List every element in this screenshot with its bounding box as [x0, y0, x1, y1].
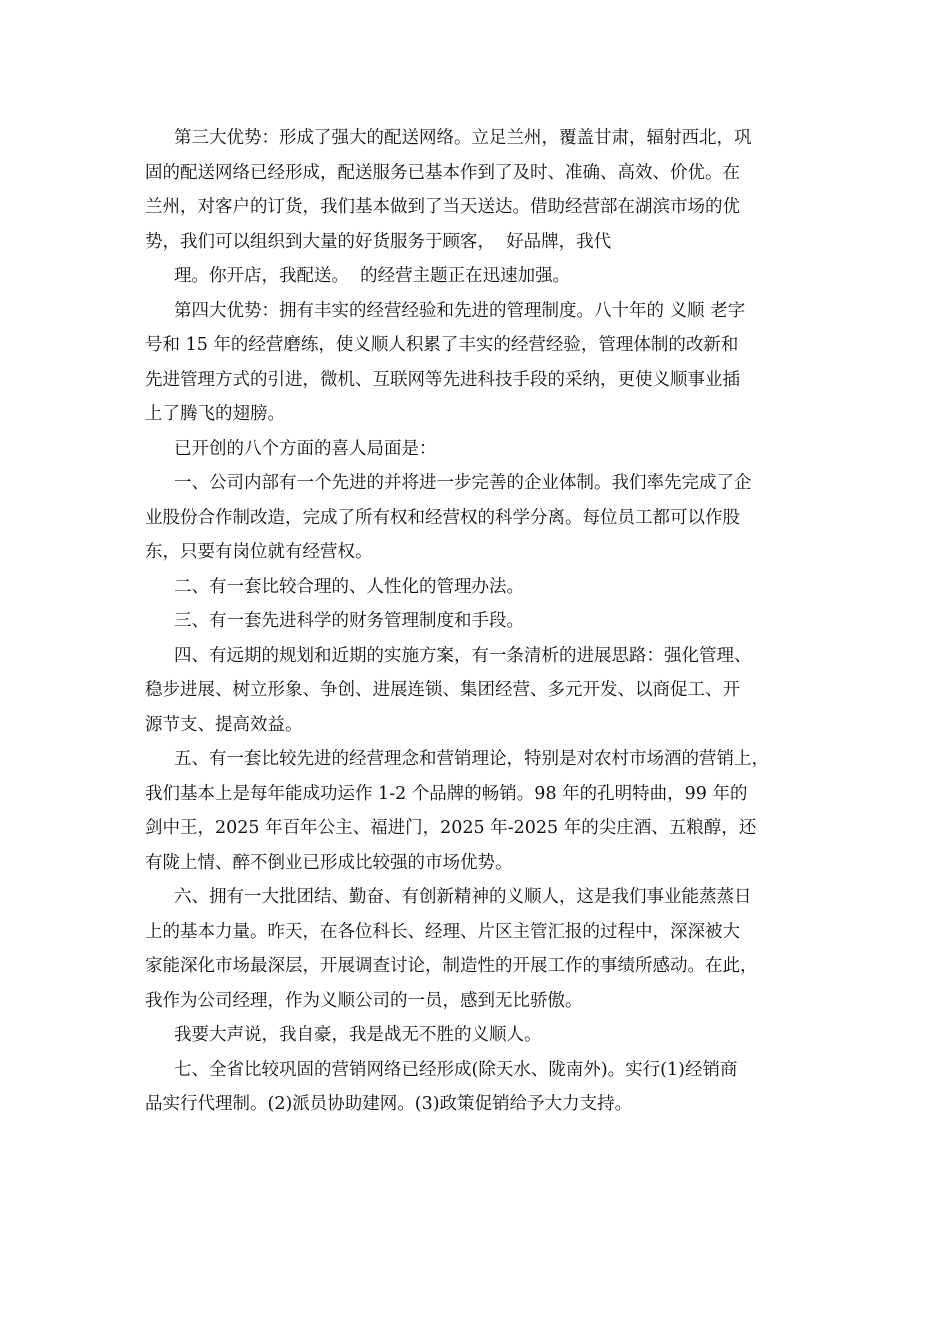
- text-line: 三、有一套先进科学的财务管理制度和手段。: [174, 611, 524, 631]
- text-line: 我们基本上是每年能成功运作 1-2 个品牌的畅销。98 年的孔明特曲，99 年的: [145, 783, 748, 804]
- text-line: 我要大声说，我自豪，我是战无不胜的义顺人。: [174, 1025, 542, 1045]
- text-line: 七、全省比较巩固的营销网络已经形成(除天水、陇南外)。实行(1)经销商: [174, 1059, 738, 1080]
- text-line: 稳步进展、树立形象、争创、进展连锁、集团经营、多元开发、以商促工、开: [145, 680, 740, 700]
- text-line: 一、公司内部有一个先进的并将进一步完善的企业体制。我们率先完成了企: [174, 473, 752, 493]
- text-line: 固的配送网络已经形成，配送服务已基本作到了及时、准确、高效、价优。在: [145, 162, 740, 183]
- text-line: 五、有一套比较先进的经营理念和营销理论，特别是对农村市场酒的营销上，: [174, 749, 769, 769]
- text-line: 第三大优势：形成了强大的配送网络。立足兰州，覆盖甘肃，辐射西北，巩: [174, 128, 752, 148]
- text-line: 业股份合作制改造，完成了所有权和经营权的科学分离。每位员工都可以作股: [145, 507, 740, 528]
- text-line: 上了腾飞的翅膀。: [145, 404, 285, 424]
- text-line: 先进管理方式的引进，微机、互联网等先进科技手段的采纳，更使义顺事业插: [145, 369, 740, 390]
- text-line: 品实行代理制。(2)派员协助建网。(3)政策促销给予大力支持。: [145, 1094, 633, 1114]
- text-line: 二、有一套比较合理的、人性化的管理办法。: [174, 576, 524, 597]
- text-line: 理。你开店，我配送。 的经营主题正在迅速加强。: [174, 266, 571, 286]
- body-text: [145, 121, 825, 1122]
- text-line: 上的基本力量。昨天，在各位科长、经理、片区主管汇报的过程中，深深被大: [145, 921, 740, 942]
- text-line: 源节支、提高效益。: [145, 714, 303, 735]
- text-line: 有陇上情、醉不倒业已形成比较强的市场优势。: [145, 852, 513, 873]
- text-line: 号和 15 年的经营磨练，使义顺人积累了丰实的经营经验，管理体制的改新和: [145, 335, 739, 355]
- text-line: 已开创的八个方面的喜人局面是：: [174, 438, 437, 459]
- text-line: 家能深化市场最深层，开展调查讨论，制造性的开展工作的事绩所感动。在此，: [145, 956, 758, 976]
- text-line: 四、有远期的规划和近期的实施方案，有一条清析的进展思路：强化管理、: [174, 645, 752, 666]
- text-line: 六、拥有一大批团结、勤奋、有创新精神的义顺人，这是我们事业能蒸蒸日: [174, 887, 752, 907]
- text-line: 第四大优势：拥有丰实的经营经验和先进的管理制度。八十年的 义顺 老字: [174, 300, 746, 321]
- text-line: 势，我们可以组织到大量的好货服务于顾客， 好品牌，我代: [145, 231, 612, 252]
- text-line: 剑中王，2025 年百年公主、福进门，2025 年-2025 年的尖庄酒、五粮醇，还: [145, 818, 757, 838]
- text-line: 我作为公司经理，作为义顺公司的一员，感到无比骄傲。: [145, 990, 583, 1011]
- text-line: 东，只要有岗位就有经营权。: [145, 542, 373, 562]
- text-line: 兰州，对客户的订货，我们基本做到了当天送达。借助经营部在湖滨市场的优: [145, 197, 740, 217]
